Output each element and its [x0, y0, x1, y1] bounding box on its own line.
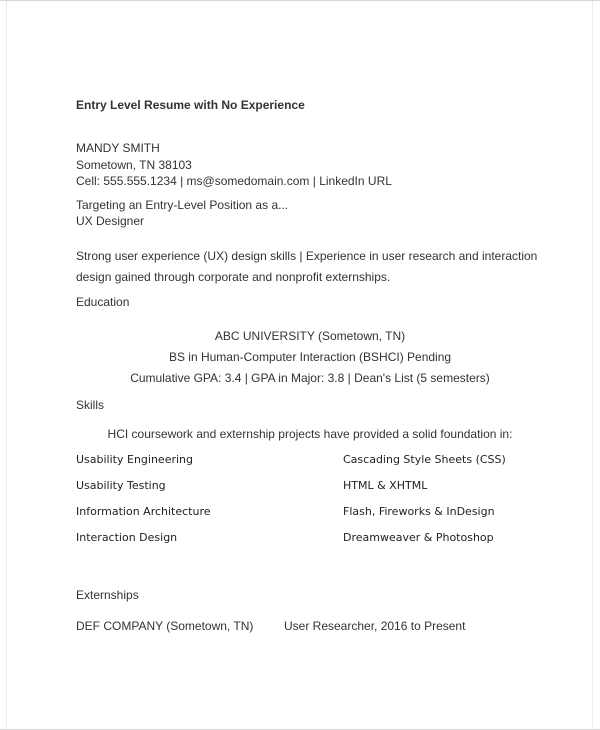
objective-block [76, 197, 544, 229]
skill-item: Flash, Fireworks & InDesign [343, 504, 495, 518]
externships-heading: Externships [76, 587, 139, 602]
skill-item: Usability Testing [76, 478, 166, 492]
education-school: ABC UNIVERSITY (Sometown, TN) [214, 328, 406, 343]
externship-entry [76, 619, 544, 633]
skill-item: Information Architecture [76, 504, 211, 518]
skill-item: Dreamweaver & Photoshop [343, 530, 494, 544]
summary-line-2: design gained through corporate and nonprofit externships. [76, 269, 391, 284]
externship-company: DEF COMPANY (Sometown, TN) [76, 618, 254, 633]
skills-grid [76, 447, 544, 551]
candidate-contact-line: Cell: 555.555.1234 | ms@somedomain.com | LinkedIn URL [76, 174, 392, 188]
skill-item: Usability Engineering [76, 452, 193, 466]
candidate-name: MANDY SMITH [76, 141, 160, 155]
skill-item: Interaction Design [76, 530, 178, 544]
objective-intro: Targeting an Entry-Level Position as a... [76, 197, 289, 212]
page-right-edge-line [592, 1, 593, 729]
externship-role: User Researcher, 2016 to Present [284, 618, 466, 633]
summary-block [76, 246, 544, 288]
skill-item: Cascading Style Sheets (CSS) [343, 452, 506, 466]
candidate-location: Sometown, TN 38103 [76, 157, 192, 172]
page-left-edge-line [6, 1, 7, 729]
document-content [76, 1, 544, 633]
skill-item: HTML & XHTML [343, 478, 428, 492]
document-title: Entry Level Resume with No Experience [76, 98, 305, 112]
skill-row [76, 525, 544, 551]
education-gpa-line: Cumulative GPA: 3.4 | GPA in Major: 3.8 | Dean's List (5 semesters) [130, 370, 490, 385]
education-details [76, 326, 544, 389]
summary-line-1: Strong user experience (UX) design skills | Experience in user research and interaction [76, 248, 538, 263]
contact-block [76, 140, 544, 190]
skills-heading: Skills [76, 397, 105, 412]
objective-role: UX Designer [76, 213, 145, 228]
education-degree: BS in Human-Computer Interaction (BSHCI) Pending [168, 349, 452, 364]
education-heading: Education [76, 294, 130, 309]
skill-row [76, 447, 544, 473]
skills-intro-line: HCI coursework and externship projects have provided a solid foundation in: [107, 426, 513, 441]
skill-row [76, 499, 544, 525]
skill-row [76, 473, 544, 499]
